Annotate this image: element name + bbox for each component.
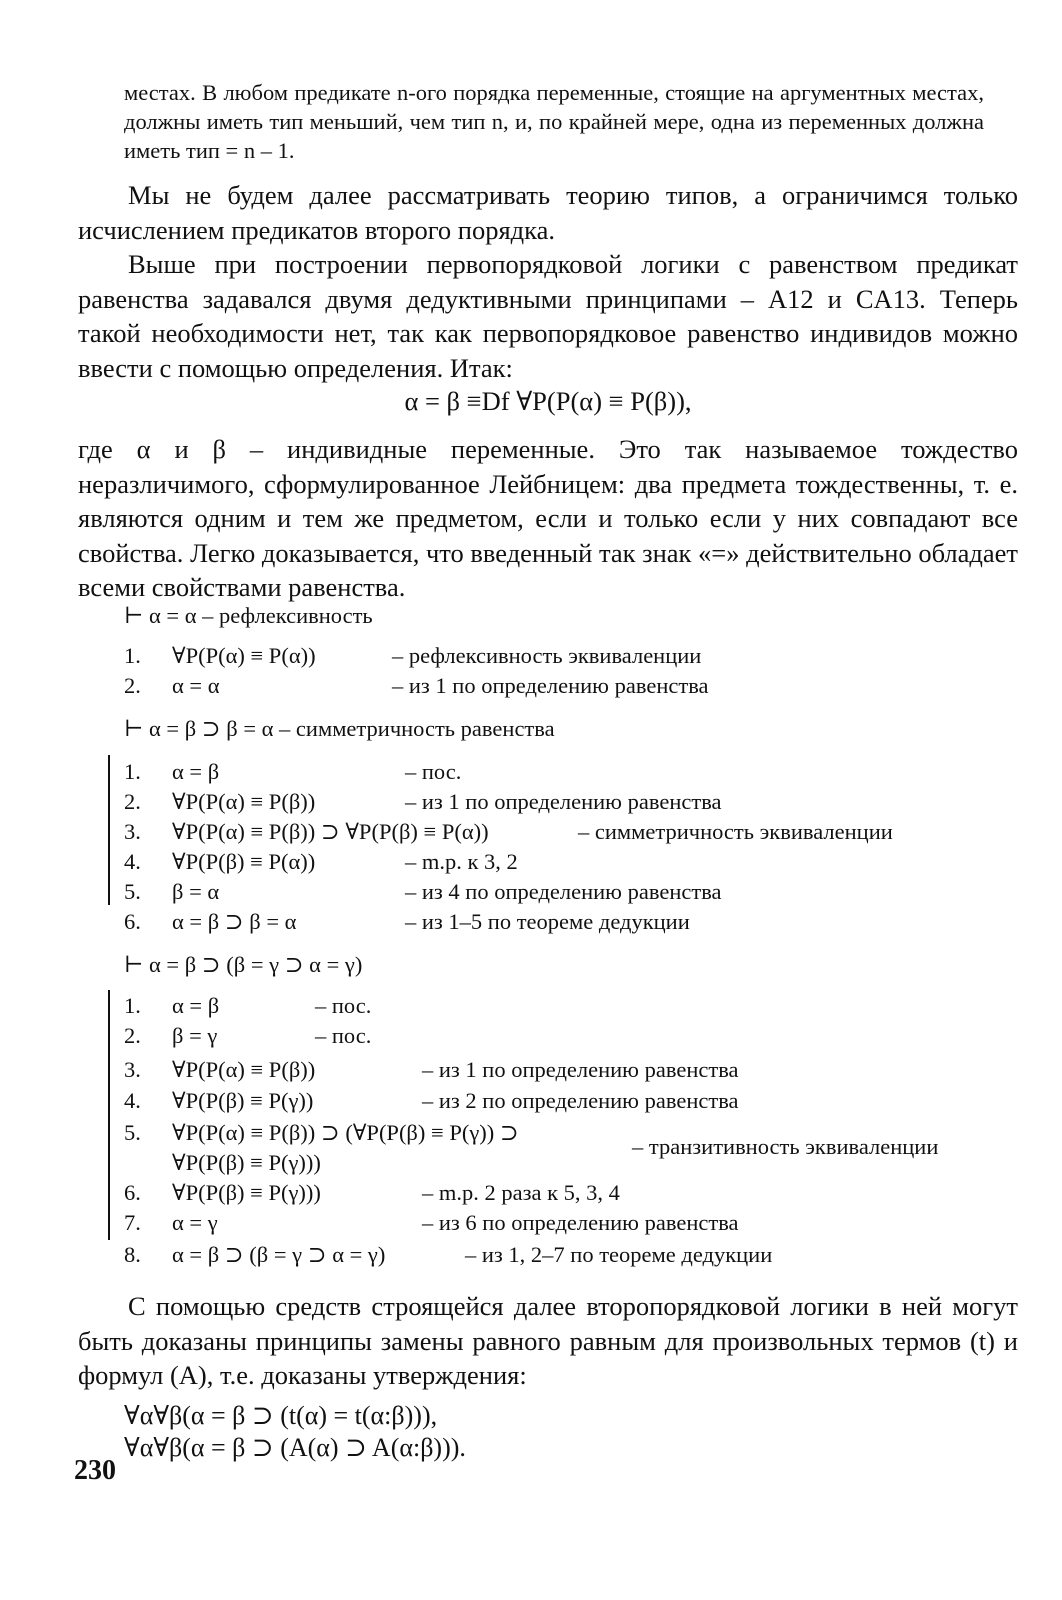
proof-3-step-comment: – транзитивность эквиваленции: [632, 1134, 939, 1159]
proof-2-step-comment: – m.p. к 3, 2: [405, 849, 518, 874]
proof-1-step-comment: – из 1 по определению равенства: [392, 673, 709, 698]
proof-3-step-comment: – из 1 по определению равенства: [422, 1057, 739, 1082]
proof-3-step-number: 5.: [124, 1120, 141, 1145]
proof-2-step-number: 3.: [124, 819, 141, 844]
proof-3-step-formula: ∀P(P(β) ≡ P(γ)): [172, 1088, 314, 1113]
proof-2-bracket: [108, 755, 110, 905]
paragraph-equality: Выше при построении первопорядковой логики с равенством предикат равенства задавался двумя дедуктивными принципами – A12 и CA13. Теперь такой необходимости нет, так как первопорядковое равенство индивидов можно ввести с помощью определения. Итак:: [78, 249, 1018, 383]
definition-formula: α = β ≡Df ∀P(P(α) ≡ P(β)),: [404, 386, 692, 416]
proof-2-step-number: 5.: [124, 879, 141, 904]
proof-1-step-formula: α = α: [172, 673, 220, 698]
proof-3-step-number: 6.: [124, 1180, 141, 1205]
proof-3-step-formula: ∀P(P(α) ≡ P(β)) ⊃ (∀P(P(β) ≡ P(γ)) ⊃: [172, 1120, 519, 1145]
proof-1-step-number: 2.: [124, 673, 141, 698]
page-number: 230: [74, 1455, 116, 1486]
proof-1-step-number: 1.: [124, 643, 141, 668]
proof-1-title: ⊢ α = α – рефлексивность: [124, 603, 373, 628]
proof-2-title: ⊢ α = β ⊃ β = α – симметричность равенства: [124, 716, 555, 741]
proof-2-step-formula: α = β: [172, 759, 220, 784]
proof-2-step-formula: α = β ⊃ β = α: [172, 909, 297, 934]
proof-2-step-comment: – из 4 по определению равенства: [405, 879, 722, 904]
proof-2-step-comment: – симметричность эквиваленции: [578, 819, 893, 844]
proof-3-step-formula: ∀P(P(β) ≡ P(γ))): [172, 1180, 321, 1205]
proof-3-step-number: 8.: [124, 1242, 141, 1267]
proof-3-step-comment: – из 2 по определению равенства: [422, 1088, 739, 1113]
proof-3-step-comment: – из 6 по определению равенства: [422, 1210, 739, 1235]
proof-3-step-formula: β = γ: [172, 1023, 218, 1048]
proof-3-title: ⊢ α = β ⊃ (β = γ ⊃ α = γ): [124, 952, 363, 977]
paragraph-substitution: С помощью средств строящейся далее второпорядковой логики в ней могут быть доказаны принципы замены равного равным для произвольных термов (t) и формул (A), т.е. доказаны утверждения:: [78, 1291, 1018, 1390]
proof-2-step-comment: – из 1 по определению равенства: [405, 789, 722, 814]
proof-2-step-formula: ∀P(P(α) ≡ P(β)): [172, 789, 316, 814]
proof-2-step-comment: – из 1–5 по теореме дедукции: [405, 909, 690, 934]
proof-2-step-formula: β = α: [172, 879, 220, 904]
proof-3-step-formula: α = β: [172, 993, 220, 1018]
proof-3-step-number: 4.: [124, 1088, 141, 1113]
proof-2-step-number: 6.: [124, 909, 141, 934]
proof-3-step-formula-continuation: ∀P(P(β) ≡ P(γ))): [172, 1150, 321, 1175]
final-formula-terms: ∀α∀β(α = β ⊃ (t(α) = t(α:β))),: [124, 1401, 438, 1430]
proof-3-bracket: [108, 990, 110, 1240]
proof-2-step-number: 1.: [124, 759, 141, 784]
proof-2-step-comment: – пос.: [405, 759, 462, 784]
paragraph-types: Мы не будем далее рассматривать теорию типов, а ограничимся только исчислением предикатов второго порядка.: [78, 180, 1018, 245]
intro-paragraph: местах. В любом предикате n-ого порядка переменные, стоящие на аргументных местах, должны иметь тип меньший, чем тип n, и, по крайней мере, одна из переменных должна иметь тип = n – 1.: [124, 80, 984, 163]
proof-3-step-number: 7.: [124, 1210, 141, 1235]
proof-3-step-number: 3.: [124, 1057, 141, 1082]
proof-3-step-comment: – пос.: [315, 993, 372, 1018]
proof-2-step-formula: ∀P(P(α) ≡ P(β)) ⊃ ∀P(P(β) ≡ P(α)): [172, 819, 489, 844]
proof-3-step-comment: – из 1, 2–7 по теореме дедукции: [465, 1242, 773, 1267]
proof-3-step-formula: α = γ: [172, 1210, 218, 1235]
proof-2-step-formula: ∀P(P(β) ≡ P(α)): [172, 849, 316, 874]
proof-3-step-formula: α = β ⊃ (β = γ ⊃ α = γ): [172, 1242, 386, 1267]
proof-3-step-number: 2.: [124, 1023, 141, 1048]
proof-3-step-comment: – m.p. 2 раза к 5, 3, 4: [422, 1180, 620, 1205]
proof-1-step-formula: ∀P(P(α) ≡ P(α)): [172, 643, 316, 668]
final-formula-formulas: ∀α∀β(α = β ⊃ (A(α) ⊃ A(α:β))).: [124, 1433, 466, 1462]
proof-3-step-comment: – пос.: [315, 1023, 372, 1048]
proof-3-step-formula: ∀P(P(α) ≡ P(β)): [172, 1057, 316, 1082]
paragraph-leibniz: где α и β – индивидные переменные. Это так называемое тождество неразличимого, сформулированное Лейбницем: два предмета тождественны, т. е. являются одним и тем же предметом, если и только если у них совпадают все свойства. Легко доказывается, что введенный так знак «=» действительно обладает всеми свойствами равенства.: [78, 434, 1018, 602]
proof-1-step-comment: – рефлексивность эквиваленции: [392, 643, 702, 668]
proof-2-step-number: 2.: [124, 789, 141, 814]
proof-3-step-number: 1.: [124, 993, 141, 1018]
proof-2-step-number: 4.: [124, 849, 141, 874]
